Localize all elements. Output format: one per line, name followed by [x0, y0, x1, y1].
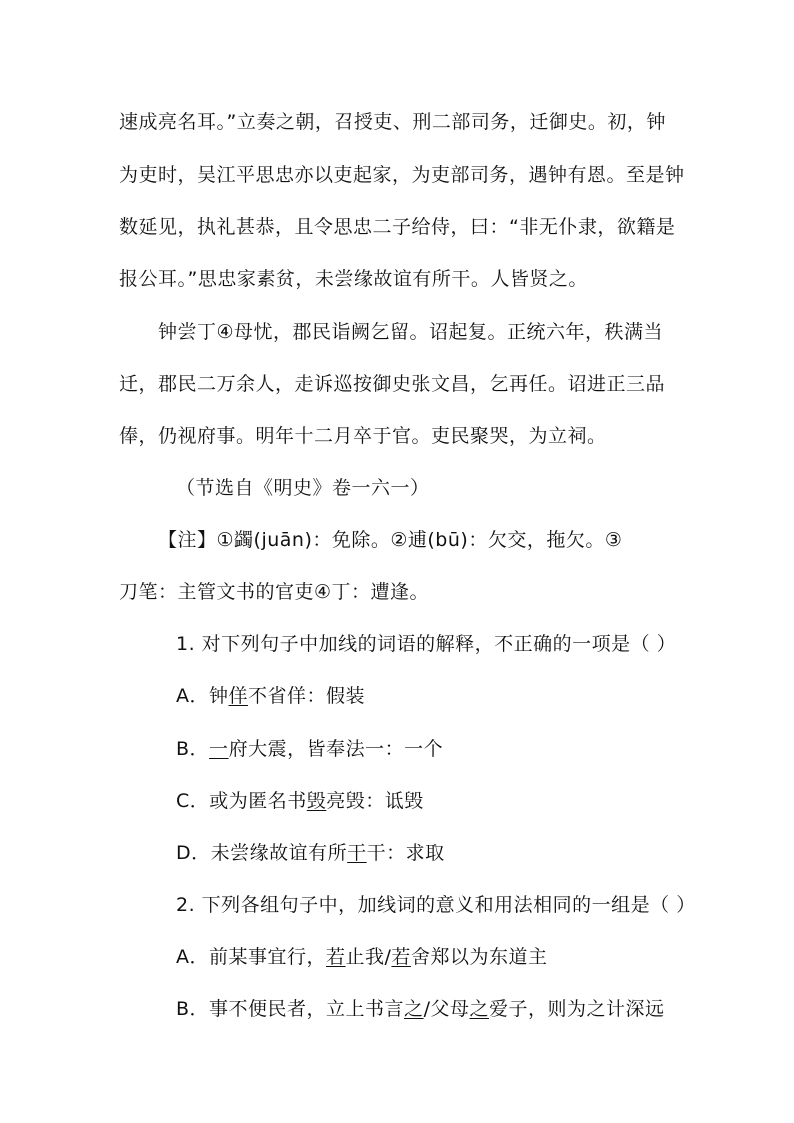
underlined-word: 佯: [228, 685, 249, 707]
passage-line: 钟尝丁④母忧，郡民诣阙乞留。诏起复。正统六年，秩满当: [158, 321, 664, 343]
underlined-word: 之: [404, 998, 424, 1020]
passage-line: 俸，仍视府事。明年十二月卒于官。吏民聚哭，为立祠。: [119, 425, 607, 447]
q1-option-c: C．或为匿名书毁亮毁：诋毁: [176, 790, 424, 812]
underlined-word: 一: [209, 738, 229, 760]
underlined-word: 若: [326, 946, 346, 968]
q2-option-b: B．事不便民者，立上书言之/父母之爱子，则为之计深远: [176, 998, 665, 1020]
notes-line: 【注】①蠲(juān)：免除。②逋(bū)：欠交，拖欠。③: [158, 529, 623, 551]
underlined-word: 干: [347, 842, 367, 864]
q1-option-a: A．钟佯不省佯：假装: [176, 685, 366, 707]
underlined-word: 毁: [306, 790, 327, 812]
notes-line: 刀笔：主管文书的官吏④丁：遭逢。: [119, 581, 430, 603]
passage-line: 迁，郡民二万余人，走诉巡按御史张文昌，乞再任。诏进正三品: [119, 373, 666, 395]
passage-line: 报公耳。”思忠家素贫，未尝缘故谊有所干。人皆贤之。: [119, 268, 588, 290]
source-citation: （节选自《明史》卷一六一）: [176, 477, 430, 499]
underlined-word: 之: [469, 998, 489, 1020]
question-1-stem: 1. 对下列句子中加线的词语的解释，不正确的一项是（ ）: [176, 633, 677, 655]
passage-line: 为吏时，吴江平思忠亦以吏起家，为吏部司务，遇钟有恩。至是钟: [119, 164, 685, 186]
passage-line: 速成亮名耳。”立奏之朝，召授吏、刑二部司务，迁御史。初，钟: [119, 111, 666, 133]
question-2-stem: 2. 下列各组句子中，加线词的意义和用法相同的一组是（ ）: [176, 894, 696, 916]
underlined-word: 若: [391, 946, 411, 968]
q1-option-b: B．一府大震，皆奉法一：一个: [176, 738, 444, 760]
q1-option-d: D．未尝缘故谊有所干干：求取: [176, 842, 445, 864]
q2-option-a: A．前某事宜行，若止我/若舍郑以为东道主: [176, 946, 548, 968]
passage-line: 数延见，执礼甚恭，且令思忠二子给侍，曰：“非无仆隶，欲籍是: [119, 216, 676, 238]
